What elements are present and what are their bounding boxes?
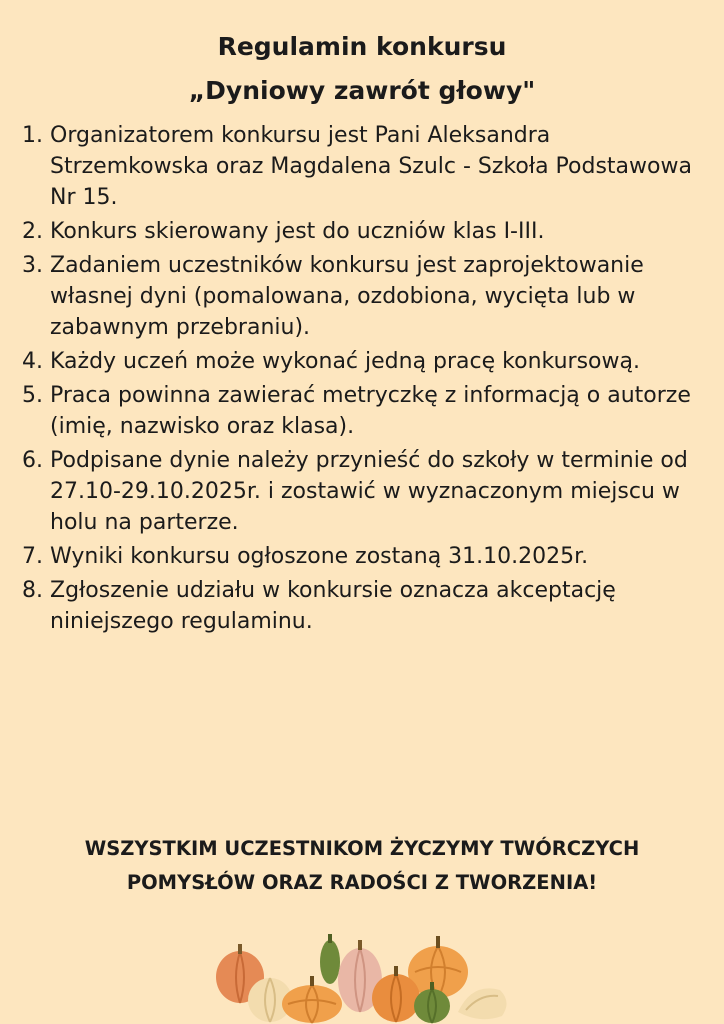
rule-text: Organizatorem konkursu jest Pani Aleksandra Strzemkowska oraz Magdalena Szulc - Szkoła Podstawowa Nr 15.	[50, 123, 692, 210]
rule-text: Praca powinna zawierać metryczkę z informacją o autorze (imię, nazwisko oraz klasa).	[50, 383, 691, 439]
page-title: Regulamin konkursu	[217, 32, 507, 61]
pumpkin-icon	[320, 934, 340, 984]
rule-item	[22, 575, 712, 637]
closing-message	[0, 832, 724, 900]
rule-item	[22, 380, 712, 442]
rule-text: Zgłoszenie udziału w konkursie oznacza akceptację niniejszego regulaminu.	[50, 578, 616, 634]
rule-item	[22, 541, 712, 572]
closing-line-2: POMYSŁÓW ORAZ RADOŚCI Z TWORZENIA!	[126, 871, 598, 894]
closing-line-1: WSZYSTKIM UCZESTNIKOM ŻYCZYMY TWÓRCZYCH	[84, 837, 640, 860]
rule-number: 1.	[22, 123, 43, 148]
contest-name: „Dyniowy zawrót głowy"	[188, 76, 536, 105]
pumpkins-illustration	[210, 932, 520, 1024]
rule-item	[22, 346, 712, 377]
rule-text: Wyniki konkursu ogłoszone zostaną 31.10.2025r.	[50, 544, 589, 569]
rule-item	[22, 216, 712, 247]
rule-text: Podpisane dynie należy przynieść do szkoły w terminie od 27.10-29.10.2025r. i zostawić w wyznaczonym miejscu w holu na parterze.	[50, 448, 688, 535]
rule-number: 6.	[22, 448, 43, 473]
rule-number: 5.	[22, 383, 43, 408]
rule-item	[22, 445, 712, 538]
rule-number: 7.	[22, 544, 43, 569]
rule-text: Konkurs skierowany jest do uczniów klas I-III.	[50, 219, 545, 244]
rule-item	[22, 120, 712, 213]
pumpkin-icon	[282, 976, 342, 1023]
rules-list	[22, 120, 712, 640]
rule-text: Zadaniem uczestników konkursu jest zaprojektowanie własnej dyni (pomalowana, ozdobiona, wycięta lub w zabawnym przebraniu).	[50, 253, 644, 340]
rule-number: 8.	[22, 578, 43, 603]
rule-number: 4.	[22, 349, 43, 374]
rule-item	[22, 250, 712, 343]
pumpkin-icon	[458, 988, 507, 1019]
rule-text: Każdy uczeń może wykonać jedną pracę konkursową.	[50, 349, 640, 374]
rule-number: 2.	[22, 219, 43, 244]
rule-number: 3.	[22, 253, 43, 278]
